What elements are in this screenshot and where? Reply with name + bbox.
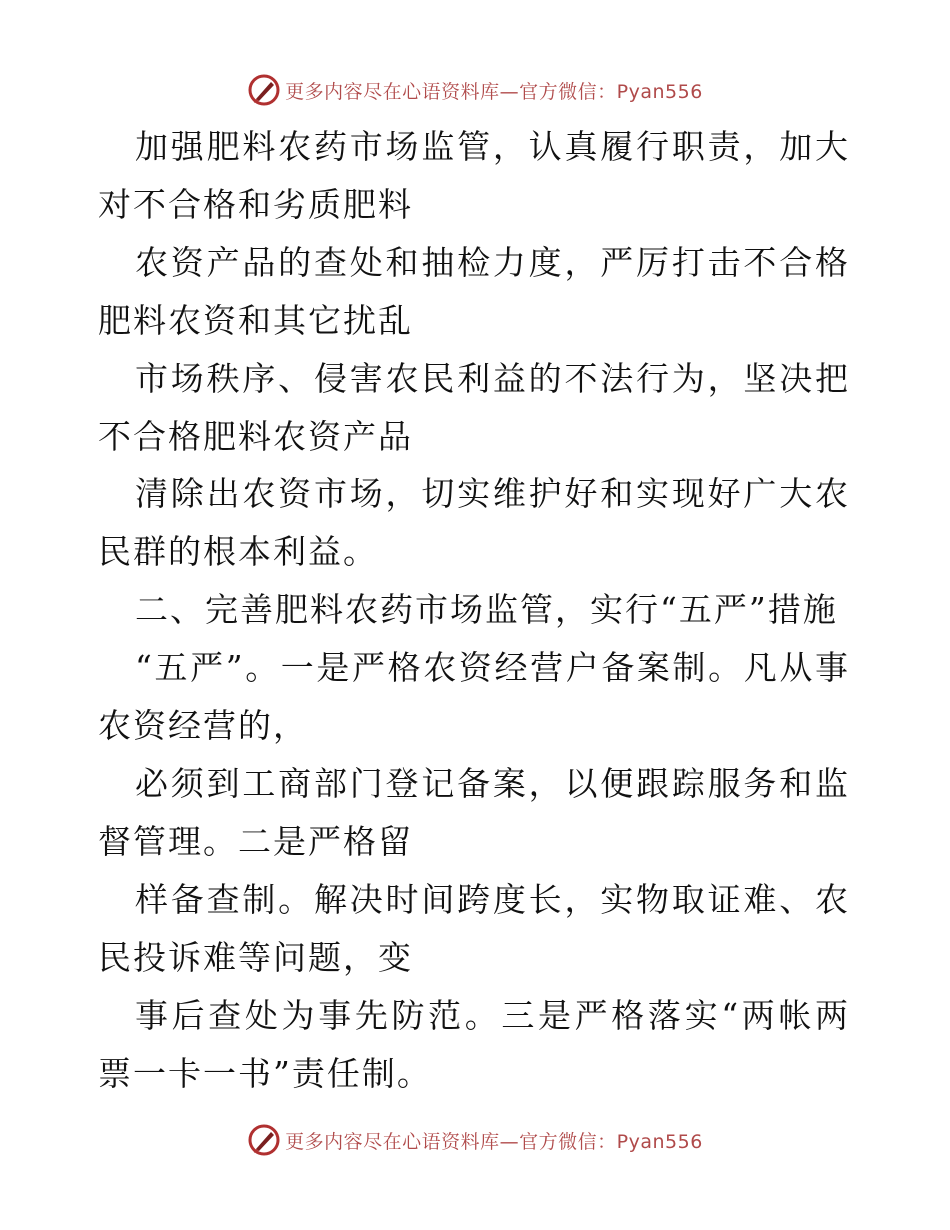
section-heading: 二、完善肥料农药市场监管，实行“五严”措施 bbox=[135, 590, 838, 630]
paragraph: “五严”。一是严格农资经营户备案制。凡从事农资经营的， bbox=[98, 648, 850, 746]
footer-banner-text: 更多内容尽在心语资料库—官方微信：Pyan556 bbox=[285, 1130, 703, 1153]
paragraph: 事后查处为事先防范。三是严格落实“两帐两票一卡一书”责任制。 bbox=[98, 995, 850, 1093]
paragraph: 加强肥料农药市场监管，认真履行职责，加大对不合格和劣质肥料 bbox=[98, 127, 850, 224]
paragraph: 样备查制。解决时间跨度长，实物取证难、农民投诉难等问题，变 bbox=[98, 879, 850, 977]
document-body bbox=[98, 118, 850, 1102]
header-banner bbox=[0, 70, 950, 110]
pen-logo-icon bbox=[247, 1123, 281, 1157]
pen-logo-icon bbox=[247, 73, 281, 107]
paragraph: 必须到工商部门登记备案，以便跟踪服务和监督管理。二是严格留 bbox=[98, 763, 850, 861]
paragraph: 农资产品的查处和抽检力度，严厉打击不合格肥料农资和其它扰乱 bbox=[98, 242, 850, 340]
header-banner-text: 更多内容尽在心语资料库—官方微信：Pyan556 bbox=[285, 80, 703, 103]
footer-banner bbox=[0, 1120, 950, 1160]
paragraph: 市场秩序、侵害农民利益的不法行为，坚决把不合格肥料农资产品 bbox=[98, 358, 850, 456]
paragraph: 清除出农资市场，切实维护好和实现好广大农民群的根本利益。 bbox=[98, 474, 850, 572]
